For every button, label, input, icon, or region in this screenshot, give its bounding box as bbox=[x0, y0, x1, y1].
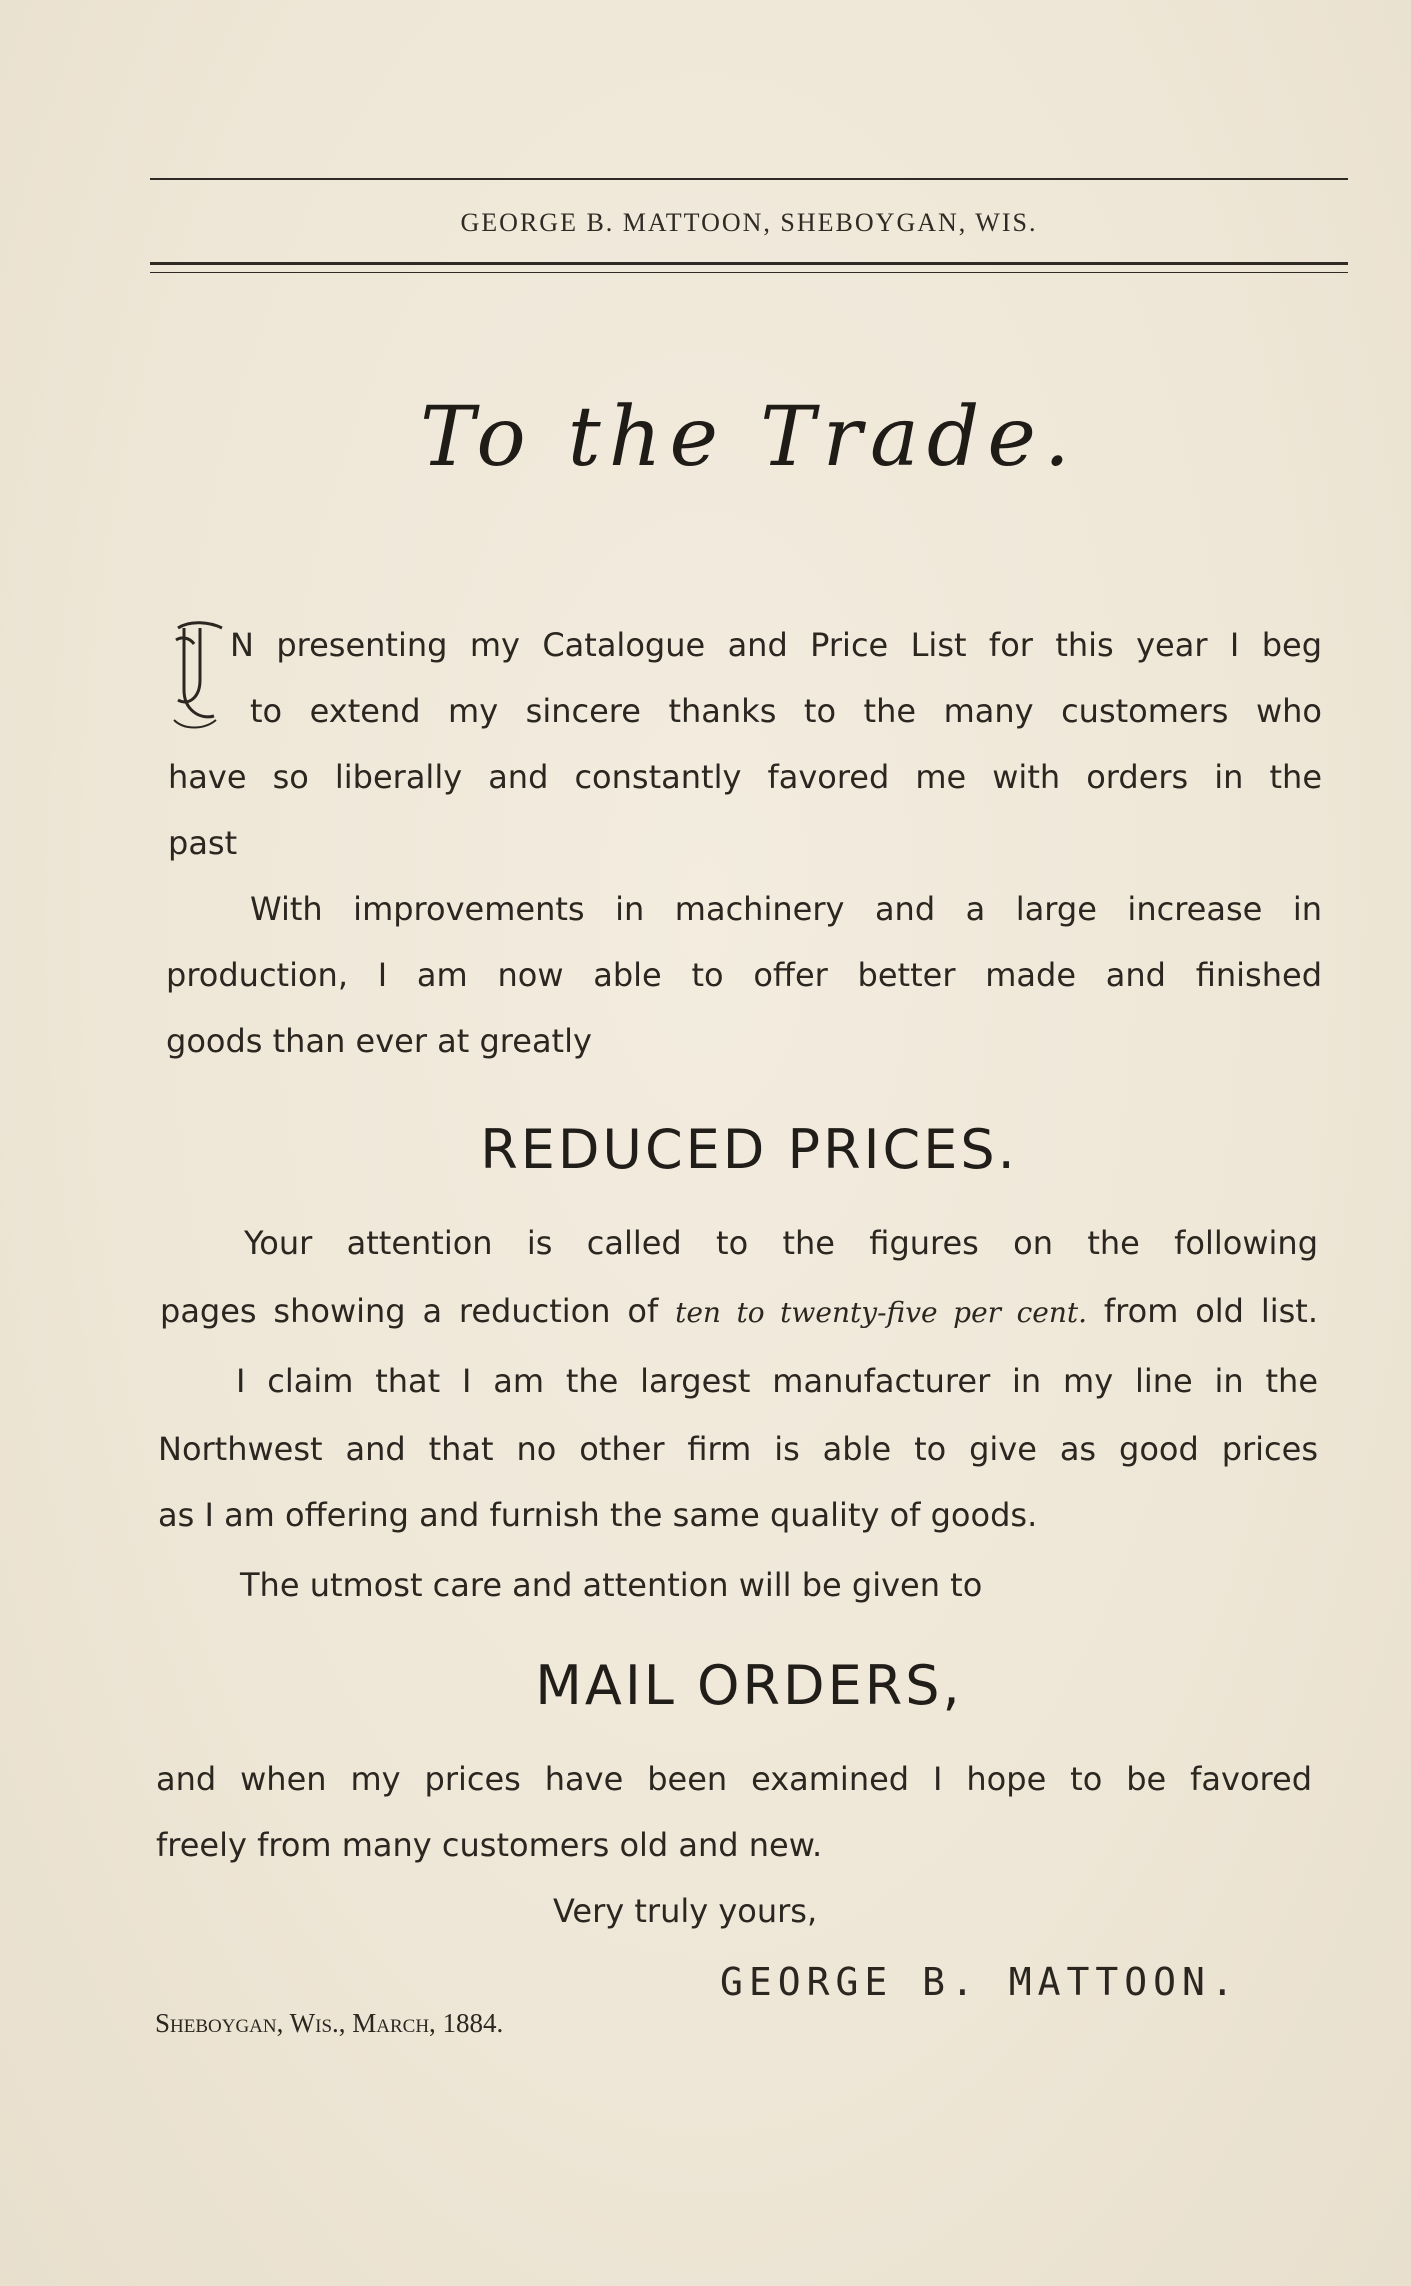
paragraph-care bbox=[240, 1552, 1318, 1618]
para2-line-2: production, I am now able to offer better made and finished bbox=[166, 956, 1322, 994]
intro-line-4: past bbox=[168, 824, 238, 862]
para2-line-3: goods than ever at greatly bbox=[166, 1022, 592, 1060]
para3-line-2-a: pages showing a reduction of bbox=[160, 1292, 676, 1330]
paragraph-attention-cont bbox=[160, 1278, 1318, 1346]
top-rule bbox=[150, 178, 1348, 180]
para3-line-2 bbox=[160, 1278, 1318, 1346]
decorative-initial-icon bbox=[170, 620, 228, 732]
intro-line-2: to extend my sincere thanks to the many customers who bbox=[250, 692, 1322, 730]
signature: GEORGE B. MATTOON. bbox=[720, 1960, 1240, 2004]
para4-line-3: as I am offering and furnish the same quality of goods. bbox=[158, 1496, 1038, 1534]
intro-paragraph-3 bbox=[168, 744, 1322, 876]
paragraph-machinery-cont bbox=[166, 942, 1322, 1074]
intro-paragraph-2 bbox=[250, 678, 1322, 744]
para4-line-2: Northwest and that no other firm is able to give as good prices bbox=[158, 1430, 1318, 1468]
reduction-italic: ten to twenty-five per cent. bbox=[675, 1296, 1088, 1329]
closing-salutation: Very truly yours, bbox=[553, 1892, 818, 1930]
para3-line-2-b: from old list. bbox=[1087, 1292, 1319, 1330]
paragraph-attention bbox=[244, 1210, 1318, 1276]
intro-line-3: have so liberally and constantly favored me with orders in the bbox=[168, 758, 1322, 796]
para5-line-1: The utmost care and attention will be given to bbox=[240, 1566, 983, 1604]
paragraph-machinery bbox=[250, 876, 1322, 942]
intro-line-1: N presenting my Catalogue and Price List for this year I beg bbox=[230, 626, 1322, 664]
para6-line-1: and when my prices have been examined I hope to be favored bbox=[156, 1760, 1312, 1798]
intro-paragraph bbox=[230, 612, 1322, 678]
header-double-rule-thin bbox=[150, 272, 1348, 273]
dateline: Sheboygan, Wis., March, 1884. bbox=[155, 2008, 504, 2038]
paragraph-examined bbox=[156, 1746, 1312, 1878]
paragraph-claim-cont bbox=[158, 1416, 1318, 1548]
heading-reduced-prices: REDUCED PRICES. bbox=[480, 1118, 1018, 1181]
paragraph-claim bbox=[236, 1348, 1318, 1414]
header-double-rule bbox=[150, 262, 1348, 265]
page-title: To the Trade. bbox=[420, 390, 1078, 485]
para6-line-2: freely from many customers old and new. bbox=[156, 1826, 823, 1864]
para2-line-1: With improvements in machinery and a large increase in bbox=[250, 890, 1322, 928]
heading-mail-orders: MAIL ORDERS, bbox=[535, 1654, 963, 1717]
page-header: GEORGE B. MATTOON, SHEBOYGAN, WIS. bbox=[460, 208, 1038, 237]
para4-line-1: I claim that I am the largest manufacturer in my line in the bbox=[236, 1362, 1318, 1400]
para3-line-1: Your attention is called to the figures on the following bbox=[244, 1224, 1318, 1262]
